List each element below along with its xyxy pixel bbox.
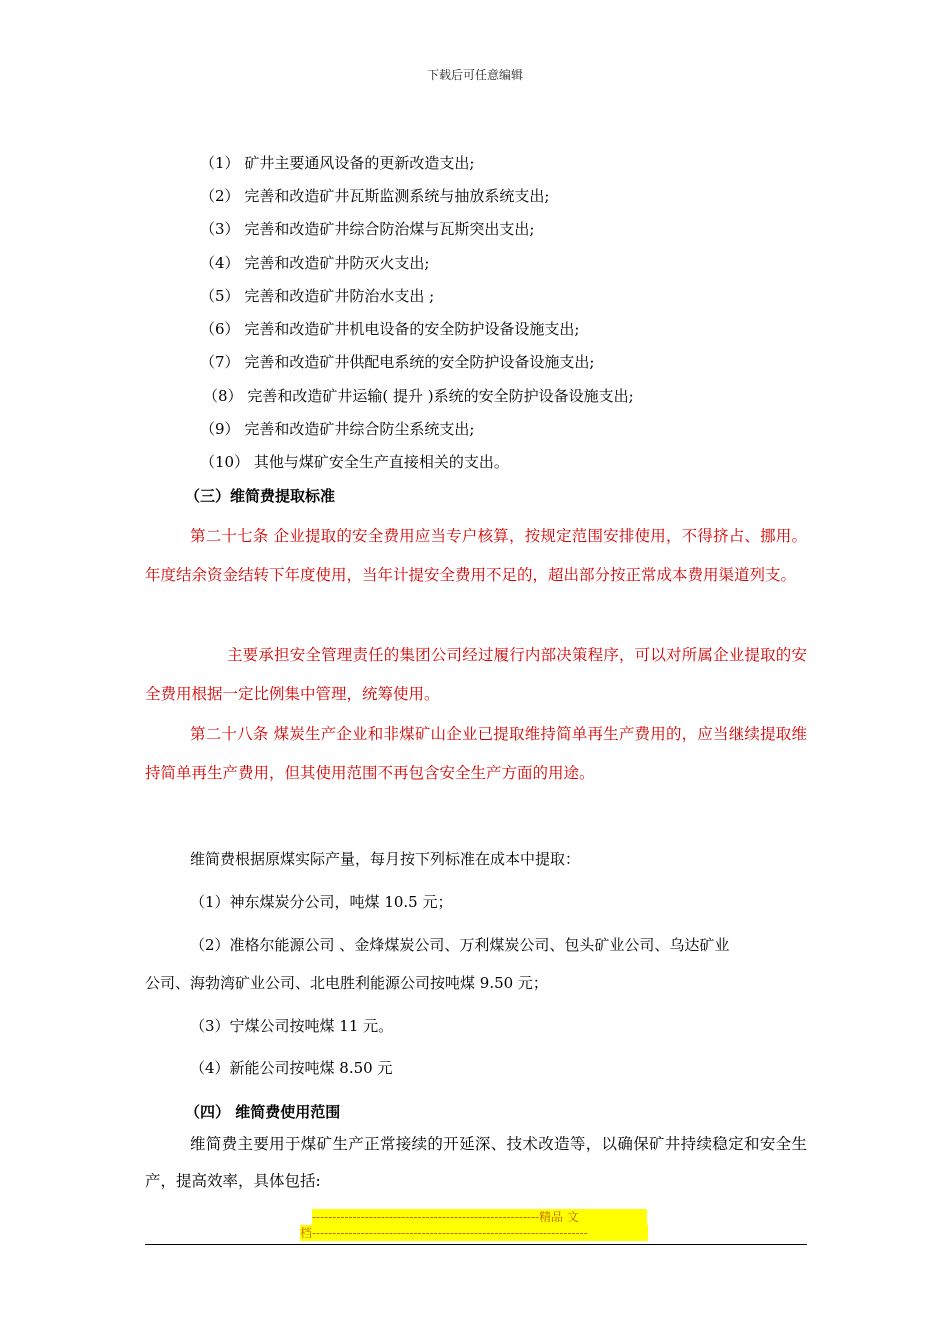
footer-divider — [145, 1244, 807, 1245]
standard-item-1: （1）神东煤炭分公司，吨煤 10.5 元； — [190, 893, 453, 911]
list-text: 完善和改造矿井机电设备的安全防护设备设施支出; — [244, 320, 580, 338]
list-item — [200, 185, 549, 206]
standard-item-2: （2）准格尔能源公司 、金烽煤炭公司、万利煤炭公司、包头矿业公司、乌达矿业 — [190, 936, 730, 954]
footer-line-2: 档-------------------------------------------------------------------- — [300, 1225, 648, 1241]
list-number: （1） — [200, 154, 240, 172]
list-text: 完善和改造矿井综合防尘系统支出; — [244, 420, 475, 438]
list-text: 矿井主要通风设备的更新改造支出; — [244, 154, 475, 172]
list-item — [200, 418, 474, 439]
list-number: （4） — [200, 254, 240, 272]
list-item — [200, 218, 534, 239]
section-heading-4: （四） 维简费使用范围 — [185, 1103, 341, 1121]
list-text: 完善和改造矿井防灭火支出; — [244, 254, 430, 272]
list-number: （3） — [200, 220, 240, 238]
list-text: 完善和改造矿井供配电系统的安全防护设备设施支出; — [244, 353, 595, 371]
footer-line-1: --------------------------------------------------------精品 文 — [312, 1209, 647, 1225]
footer-watermark — [300, 1209, 660, 1241]
list-item — [200, 152, 474, 173]
page-header: 下载后可任意编辑 — [426, 68, 523, 82]
article-27-paragraph: 第二十七条 企业提取的安全费用应当专户核算，按规定范围安排使用，不得挤占、挪用。年度结余资金结转下年度使用，当年计提安全费用不足的，超出部分按正常成本费用渠道列支。 — [145, 527, 807, 584]
list-number: （7） — [200, 353, 240, 371]
list-number: （8） — [203, 387, 243, 405]
list-item — [200, 318, 579, 339]
list-text: 完善和改造矿井综合防治煤与瓦斯突出支出; — [244, 220, 535, 238]
list-text: 其他与煤矿安全生产直接相关的支出。 — [253, 453, 509, 471]
section-heading-3: （三）维简费提取标准 — [185, 487, 336, 505]
list-number: （5） — [200, 287, 240, 305]
standard-item-2-continued: 公司、海勃湾矿业公司、北电胜利能源公司按吨煤 9.50 元； — [145, 974, 548, 992]
list-number: （6） — [200, 320, 240, 338]
group-management-paragraph: 主要承担安全管理责任的集团公司经过履行内部决策程序，可以对所属企业提取的安全费用根据一定比例集中管理，统筹使用。 — [145, 646, 807, 703]
article-28-paragraph: 第二十八条 煤炭生产企业和非煤矿山企业已提取维持简单再生产费用的，应当继续提取维持简单再生产费用，但其使用范围不再包含安全生产方面的用途。 — [145, 725, 807, 782]
list-item — [200, 451, 509, 472]
list-text: 完善和改造矿井防治水支出 ; — [244, 287, 435, 305]
standard-intro: 维简费根据原煤实际产量，每月按下列标准在成本中提取： — [190, 850, 581, 868]
list-item — [200, 285, 434, 306]
list-item — [200, 351, 594, 372]
standard-item-3: （3）宁煤公司按吨煤 11 元。 — [190, 1017, 394, 1035]
list-number: （10） — [200, 453, 250, 471]
usage-paragraph: 维简费主要用于煤矿生产正常接续的开延深、技术改造等，以确保矿井持续稳定和安全生产，提高效率，具体包括: — [145, 1135, 807, 1190]
list-text: 完善和改造矿井瓦斯监测系统与抽放系统支出; — [244, 187, 550, 205]
list-item — [200, 252, 429, 273]
list-number: （2） — [200, 187, 240, 205]
list-number: （9） — [200, 420, 240, 438]
list-item — [203, 385, 634, 406]
list-text: 完善和改造矿井运输( 提升 )系统的安全防护设备设施支出; — [247, 387, 634, 405]
standard-item-4: （4）新能公司按吨煤 8.50 元 — [190, 1059, 393, 1077]
